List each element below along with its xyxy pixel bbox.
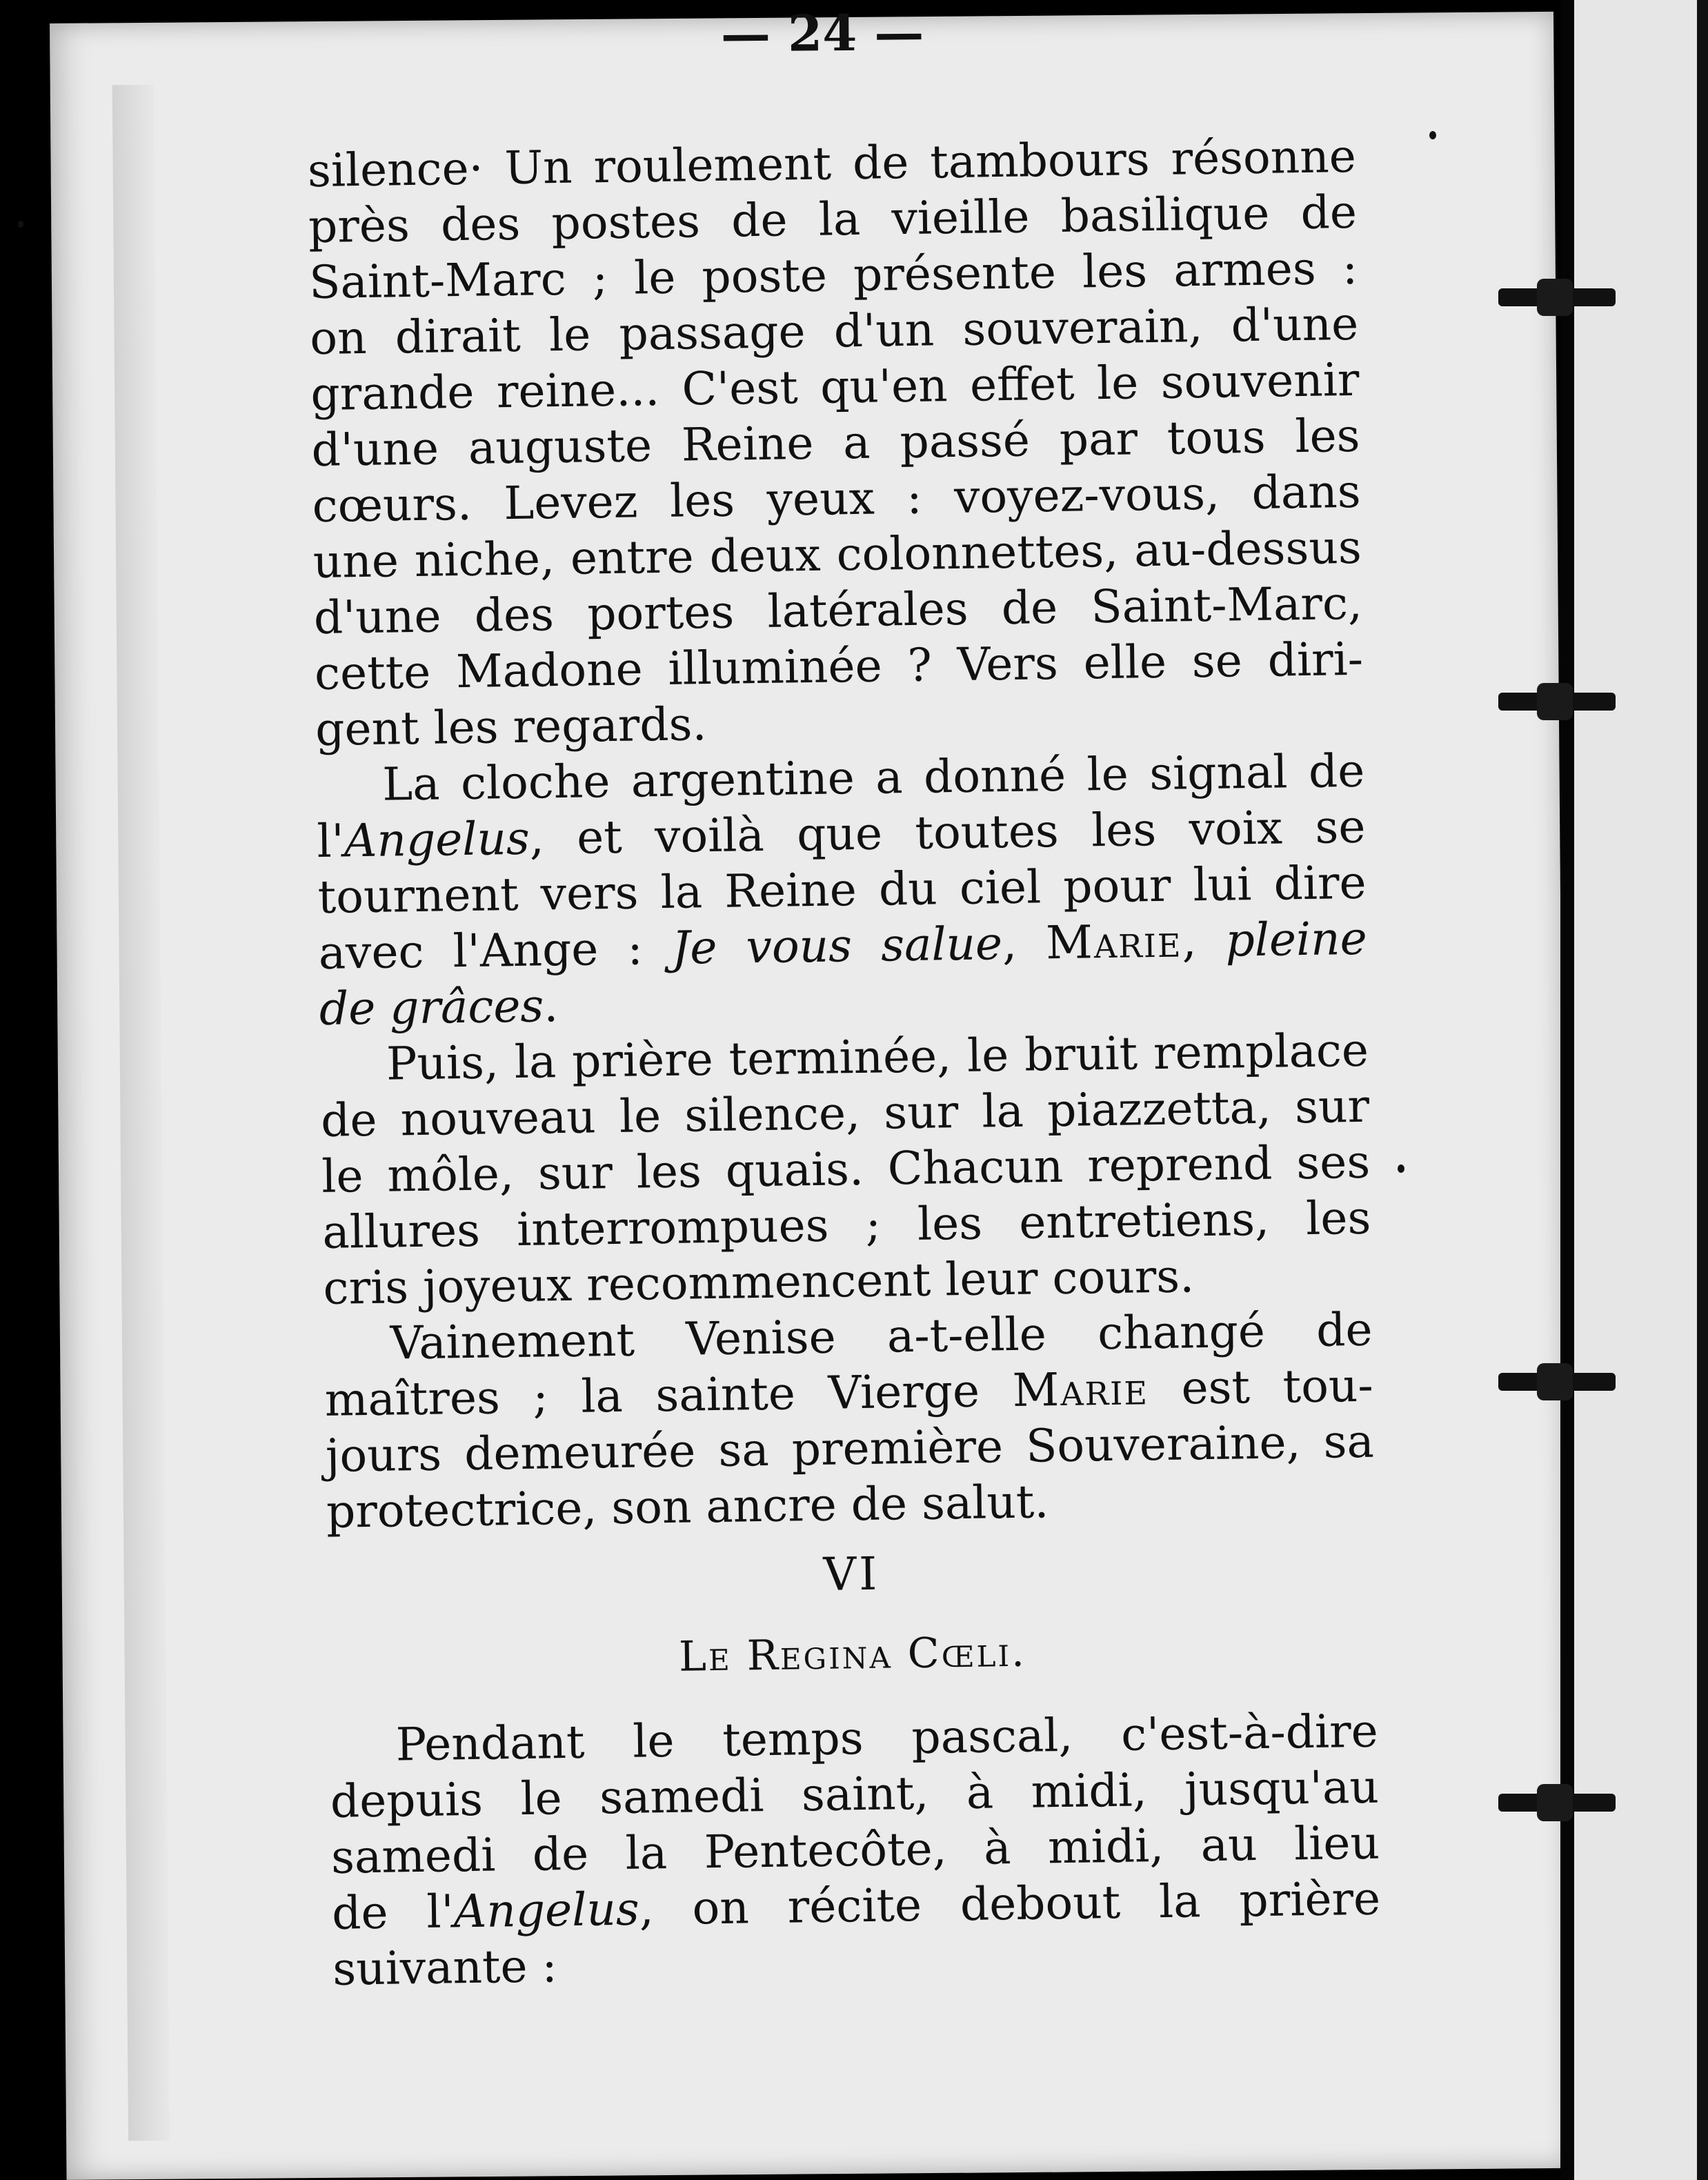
text-line: cette Madone illuminée ? Vers elle se diri- — [314, 632, 1364, 700]
page-number: — 24 — — [720, 3, 924, 63]
text-line: près des postes de la vieille basilique de — [308, 185, 1358, 254]
text-line: de nouveau le silence, sur la piazzetta, sur — [320, 1079, 1370, 1147]
italic-phrase: pleine — [1225, 911, 1368, 967]
text-line: une niche, entre deux colonnettes, au-dessus — [312, 520, 1362, 589]
small-caps-name: Marie — [1012, 1362, 1149, 1417]
paragraph-2 — [316, 743, 1369, 1037]
italic-phrase: de grâces — [319, 979, 544, 1036]
text-line: Pendant le temps pascal, c'est-à-dire — [395, 1704, 1379, 1772]
dust-speck — [1398, 1165, 1404, 1173]
dust-speck — [18, 221, 23, 228]
paragraph-3 — [319, 1022, 1372, 1316]
binding-stitch — [1498, 288, 1616, 306]
binding-stitch — [1498, 1794, 1616, 1812]
text-line: depuis le samedi saint, à midi, jusqu'au — [330, 1760, 1380, 1828]
italic-phrase: Je vous salue — [671, 917, 1003, 975]
text-line: grande reine... C'est qu'en effet le souvenir — [310, 353, 1360, 422]
text-line: suivante : — [332, 1939, 558, 1996]
text-run: avec l'Ange : — [318, 921, 673, 980]
text-line: gent les regards. — [315, 697, 707, 756]
text-run: . — [543, 979, 559, 1033]
italic-term: Angelus — [344, 811, 530, 868]
section-number: VI — [823, 1547, 880, 1601]
page-gutter-shadow — [112, 85, 170, 2141]
text-line: d'une des portes latérales de Saint-Marc, — [313, 576, 1363, 645]
text-run: , — [1181, 913, 1227, 968]
text-line: tournent vers la Reine du ciel pour lui dire — [317, 855, 1367, 924]
text-line: allures interrompues ; les entretiens, les — [321, 1191, 1371, 1259]
text-run: de l' — [331, 1885, 455, 1940]
text-line: Puis, la prière terminée, le bruit remplace — [386, 1023, 1369, 1091]
text-run: est tou- — [1148, 1358, 1374, 1416]
text-line: cris joyeux recommencent leur cours. — [323, 1249, 1195, 1315]
text-line: cœurs. Levez les yeux : voyez-vous, dans — [312, 464, 1362, 533]
text-line: silence· Un roulement de tambours résonne — [307, 129, 1357, 198]
text-run: , — [1002, 916, 1046, 971]
text-line: La cloche argentine a donné le signal de — [381, 744, 1365, 811]
small-caps-name: Marie — [1045, 914, 1182, 970]
text-line: Vainement Venise a-t-elle changé de — [390, 1302, 1373, 1370]
binding-fold — [1560, 0, 1574, 2180]
text-line: jours demeurée sa première Souveraine, sa — [325, 1414, 1375, 1483]
text-line: Saint-Marc ; le poste présente les armes : — [308, 241, 1358, 310]
paragraph-5 — [329, 1703, 1382, 1997]
text-line: samedi de la Pentecôte, à midi, au lieu — [330, 1816, 1380, 1884]
dust-speck — [1429, 131, 1436, 139]
paragraph-4 — [324, 1302, 1375, 1540]
binding-stitch — [1498, 1373, 1616, 1391]
binding-stitch — [1498, 693, 1616, 711]
text-run: , on récite debout la prière — [639, 1872, 1381, 1936]
section-title: Le Regina Cœli. — [678, 1627, 1027, 1681]
next-page-edge — [1574, 0, 1708, 2180]
text-line: on dirait le passage d'un souverain, d'une — [309, 297, 1359, 366]
text-line: le môle, sur les quais. Chacun reprend ses — [321, 1135, 1371, 1203]
text-run: l' — [316, 814, 345, 868]
text-line: d'une auguste Reine a passé par tous les — [311, 408, 1360, 477]
scan-border — [1697, 0, 1708, 2180]
italic-term: Angelus — [453, 1882, 640, 1939]
body-text — [307, 128, 1381, 1997]
paragraph-1 — [307, 128, 1364, 757]
text-run: , et voilà que toutes les voix se — [529, 800, 1366, 865]
text-run: maîtres ; la sainte Vierge — [324, 1363, 1013, 1427]
book-page — [50, 3, 1570, 2180]
text-line: protectrice, son ancre de salut. — [326, 1475, 1049, 1538]
